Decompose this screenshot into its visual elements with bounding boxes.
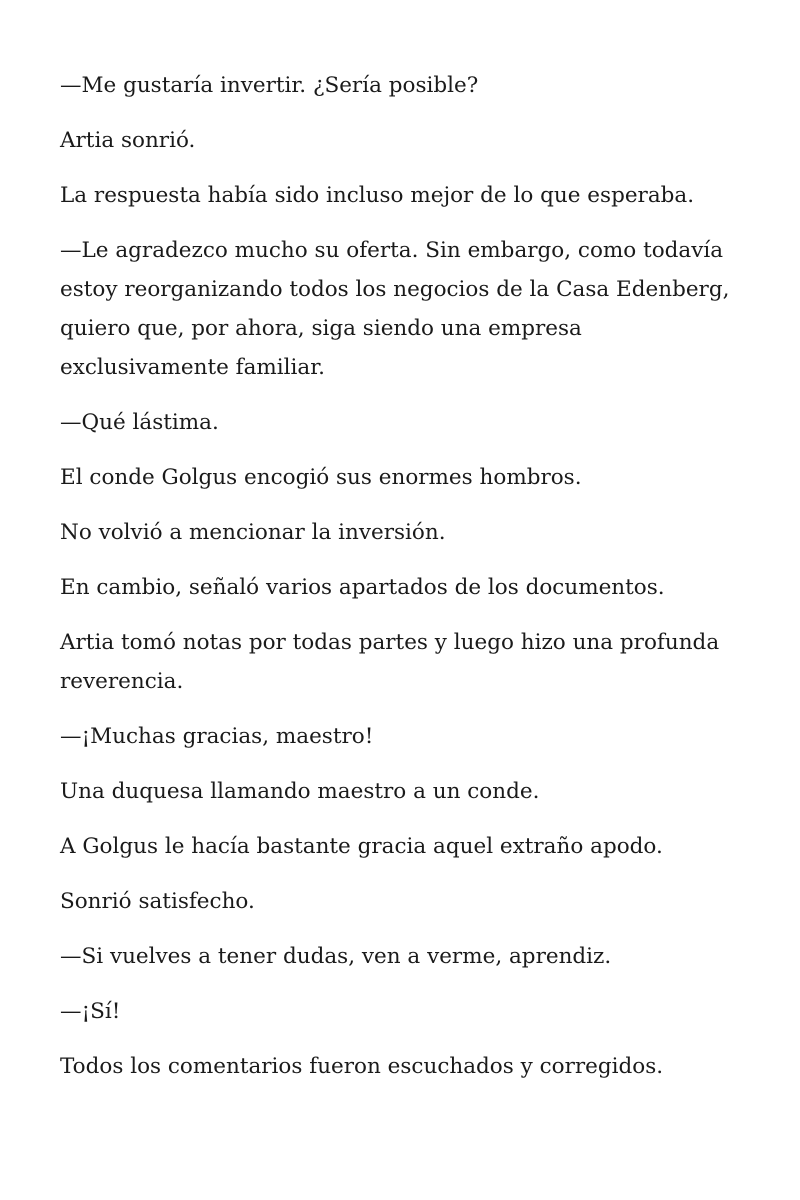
paragraph: —Le agradezco mucho su oferta. Sin embargo, como todavía estoy reorganizando todos los negocios de la Casa Edenberg, quiero que, por ahora, siga siendo una empresa exclusivamente familiar. [60, 238, 730, 380]
paragraph: En cambio, señaló varios apartados de los documentos. [60, 575, 665, 600]
paragraph: Artia sonrió. [60, 128, 196, 153]
paragraph: —Si vuelves a tener dudas, ven a verme, aprendiz. [60, 944, 612, 969]
paragraph: El conde Golgus encogió sus enormes hombros. [60, 465, 582, 490]
paragraph: —¡Muchas gracias, maestro! [60, 724, 374, 749]
paragraph: Todos los comentarios fueron escuchados y corregidos. [60, 1054, 664, 1079]
paragraph: No volvió a mencionar la inversión. [60, 520, 446, 545]
paragraph: —Qué lástima. [60, 410, 219, 435]
paragraph: Una duquesa llamando maestro a un conde. [60, 779, 540, 804]
paragraph: Artia tomó notas por todas partes y luego hizo una profunda reverencia. [60, 630, 720, 694]
paragraph: Sonrió satisfecho. [60, 889, 255, 914]
paragraph: A Golgus le hacía bastante gracia aquel extraño apodo. [60, 834, 663, 859]
paragraph: —¡Sí! [60, 999, 121, 1024]
paragraph: —Me gustaría invertir. ¿Sería posible? [60, 73, 479, 98]
paragraph: La respuesta había sido incluso mejor de lo que esperaba. [60, 183, 695, 208]
